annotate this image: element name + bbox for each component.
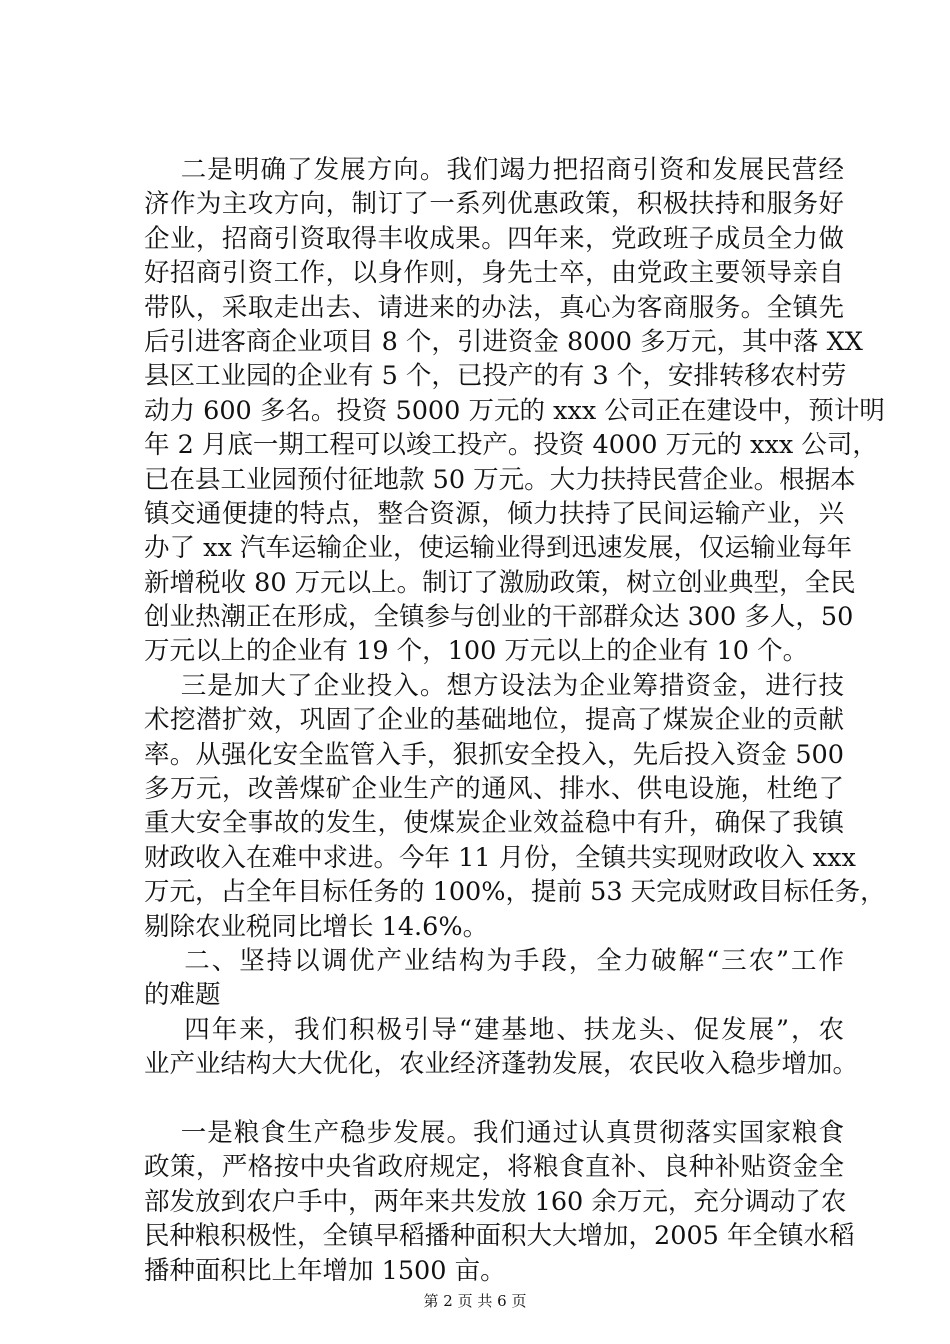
text-line: 带队，采取走出去、请进来的办法，真心为客商服务。全镇先: [144, 292, 844, 323]
text-line: 一是粮食生产稳步发展。我们通过认真贯彻落实国家粮食: [144, 1117, 844, 1148]
text-line: 好招商引资工作，以身作则，身先士卒，由党政主要领导亲自: [144, 258, 844, 289]
text-line: 部发放到农户手中，两年来共发放 160 余万元，充分调动了农: [144, 1186, 847, 1217]
page-footer: 第 2 页 共 6 页: [423, 1292, 527, 1310]
text-line: 年 2 月底一期工程可以竣工投产。投资 4000 万元的 xxx 公司，: [144, 430, 878, 461]
text-line: 县区工业园的企业有 5 个，已投产的有 3 个，安排转移农村劳: [144, 361, 847, 392]
text-line: 政策，严格按中央省政府规定，将粮食直补、良种补贴资金全: [144, 1152, 844, 1183]
text-line: 业产业结构大大优化，农业经济蓬勃发展，农民收入稳步增加。: [144, 1049, 859, 1080]
text-line: 万元以上的企业有 19 个，100 万元以上的企业有 10 个。: [144, 636, 809, 667]
text-line: 播种面积比上年增加 1500 亩。: [144, 1255, 506, 1286]
document-body: [144, 153, 886, 1288]
text-line: 创业热潮正在形成，全镇参与创业的干部群众达 300 多人，50: [144, 602, 854, 633]
text-line: 动力 600 多名。投资 5000 万元的 xxx 公司正在建设中，预计明: [144, 395, 885, 426]
text-line: 新增税收 80 万元以上。制订了激励政策，树立创业典型，全民: [144, 567, 856, 598]
text-line: 多万元，改善煤矿企业生产的通风、排水、供电设施，杜绝了: [144, 774, 844, 805]
text-line: 办了 xx 汽车运输企业，使运输业得到迅速发展，仅运输业每年: [144, 533, 852, 564]
text-line: 已在县工业园预付征地款 50 万元。大力扶持民营企业。根据本: [144, 464, 856, 495]
blank-line: [144, 1082, 844, 1116]
text-line: 重大安全事故的发生，使煤炭企业效益稳中有升，确保了我镇: [144, 808, 844, 839]
text-line: 二是明确了发展方向。我们竭力把招商引资和发展民营经: [144, 155, 844, 185]
text-line: 二、坚持以调优产业结构为手段，全力破解“三农”工作: [144, 945, 844, 976]
text-line: 财政收入在难中求进。今年 11 月份，全镇共实现财政收入 xxx: [144, 842, 856, 873]
text-line: 的难题: [144, 980, 221, 1011]
text-line: 万元，占全年目标任务的 100%，提前 53 天完成财政目标任务，: [144, 877, 886, 908]
text-line: 四年来，我们积极引导“建基地、扶龙头、促发展”，农: [144, 1014, 844, 1045]
text-line: 剔除农业税同比增长 14.6%。: [144, 911, 489, 942]
text-line: 济作为主攻方向，制订了一系列优惠政策，积极扶持和服务好: [144, 189, 844, 220]
text-line: 术挖潜扩效，巩固了企业的基础地位，提高了煤炭企业的贡献: [144, 705, 844, 736]
text-line: 镇交通便捷的特点，整合资源，倾力扶持了民间运输产业，兴: [144, 498, 844, 529]
text-line: 率。从强化安全监管入手，狠抓安全投入，先后投入资金 500: [144, 739, 844, 770]
text-line: 民种粮积极性，全镇早稻播种面积大大增加，2005 年全镇水稻: [144, 1221, 855, 1252]
text-line: 企业，招商引资取得丰收成果。四年来，党政班子成员全力做: [144, 223, 844, 254]
text-line: 后引进客商企业项目 8 个，引进资金 8000 多万元，其中落 XX: [144, 326, 863, 357]
text-line: 三是加大了企业投入。想方设法为企业筹措资金，进行技: [144, 670, 844, 701]
